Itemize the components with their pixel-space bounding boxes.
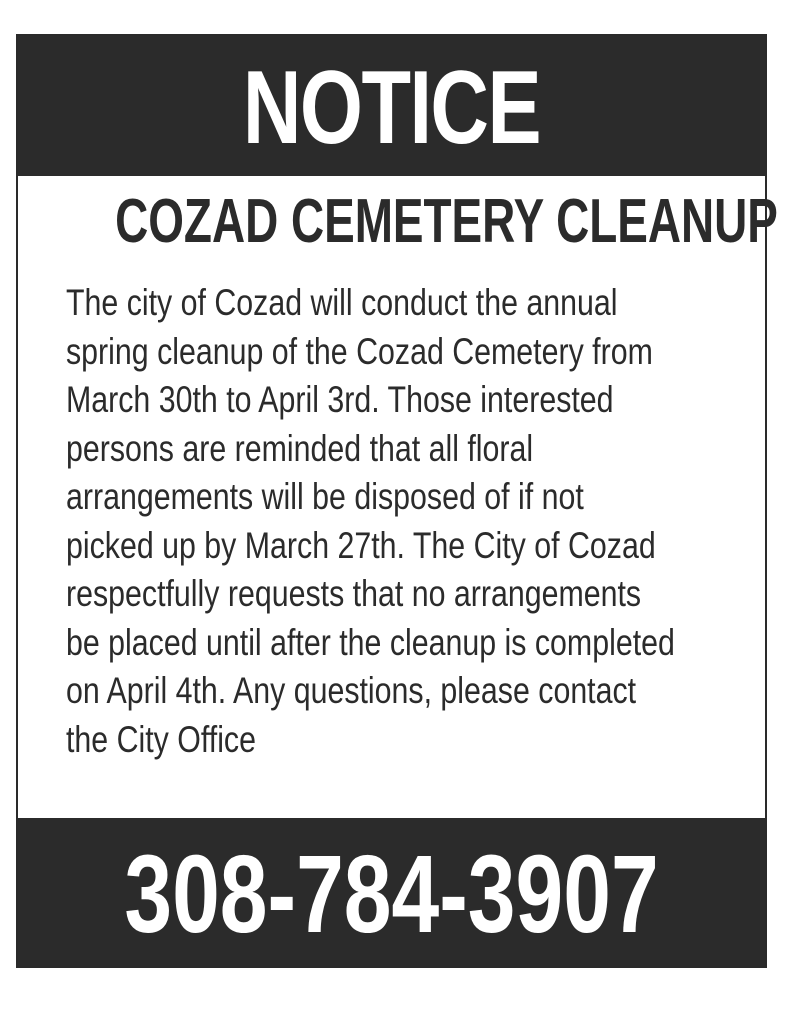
- body-line: picked up by March 27th. The City of Cozad: [66, 524, 656, 566]
- notice-title: NOTICE: [242, 50, 541, 166]
- body-line: the City Office: [66, 718, 256, 760]
- body-line: arrangements will be disposed of if not: [66, 476, 584, 517]
- header-band: [18, 36, 765, 176]
- body-line: spring cleanup of the Cozad Cemetery from: [66, 330, 653, 372]
- notice-flyer: [16, 34, 778, 968]
- body-line: The city of Cozad will conduct the annual: [66, 282, 618, 323]
- notice-body: [66, 279, 756, 764]
- event-title: COZAD CEMETERY CLEANUP: [115, 187, 778, 256]
- body-line: respectfully requests that no arrangements: [66, 573, 642, 614]
- phone-number: 308-784-3907: [124, 833, 659, 956]
- body-line: be placed until after the cleanup is completed: [66, 621, 675, 663]
- body-line: persons are reminded that all floral: [66, 427, 534, 469]
- body-line: March 30th to April 3rd. Those interested: [66, 379, 614, 420]
- body-line: on April 4th. Any questions, please contact: [66, 670, 637, 711]
- footer-band: [18, 818, 765, 966]
